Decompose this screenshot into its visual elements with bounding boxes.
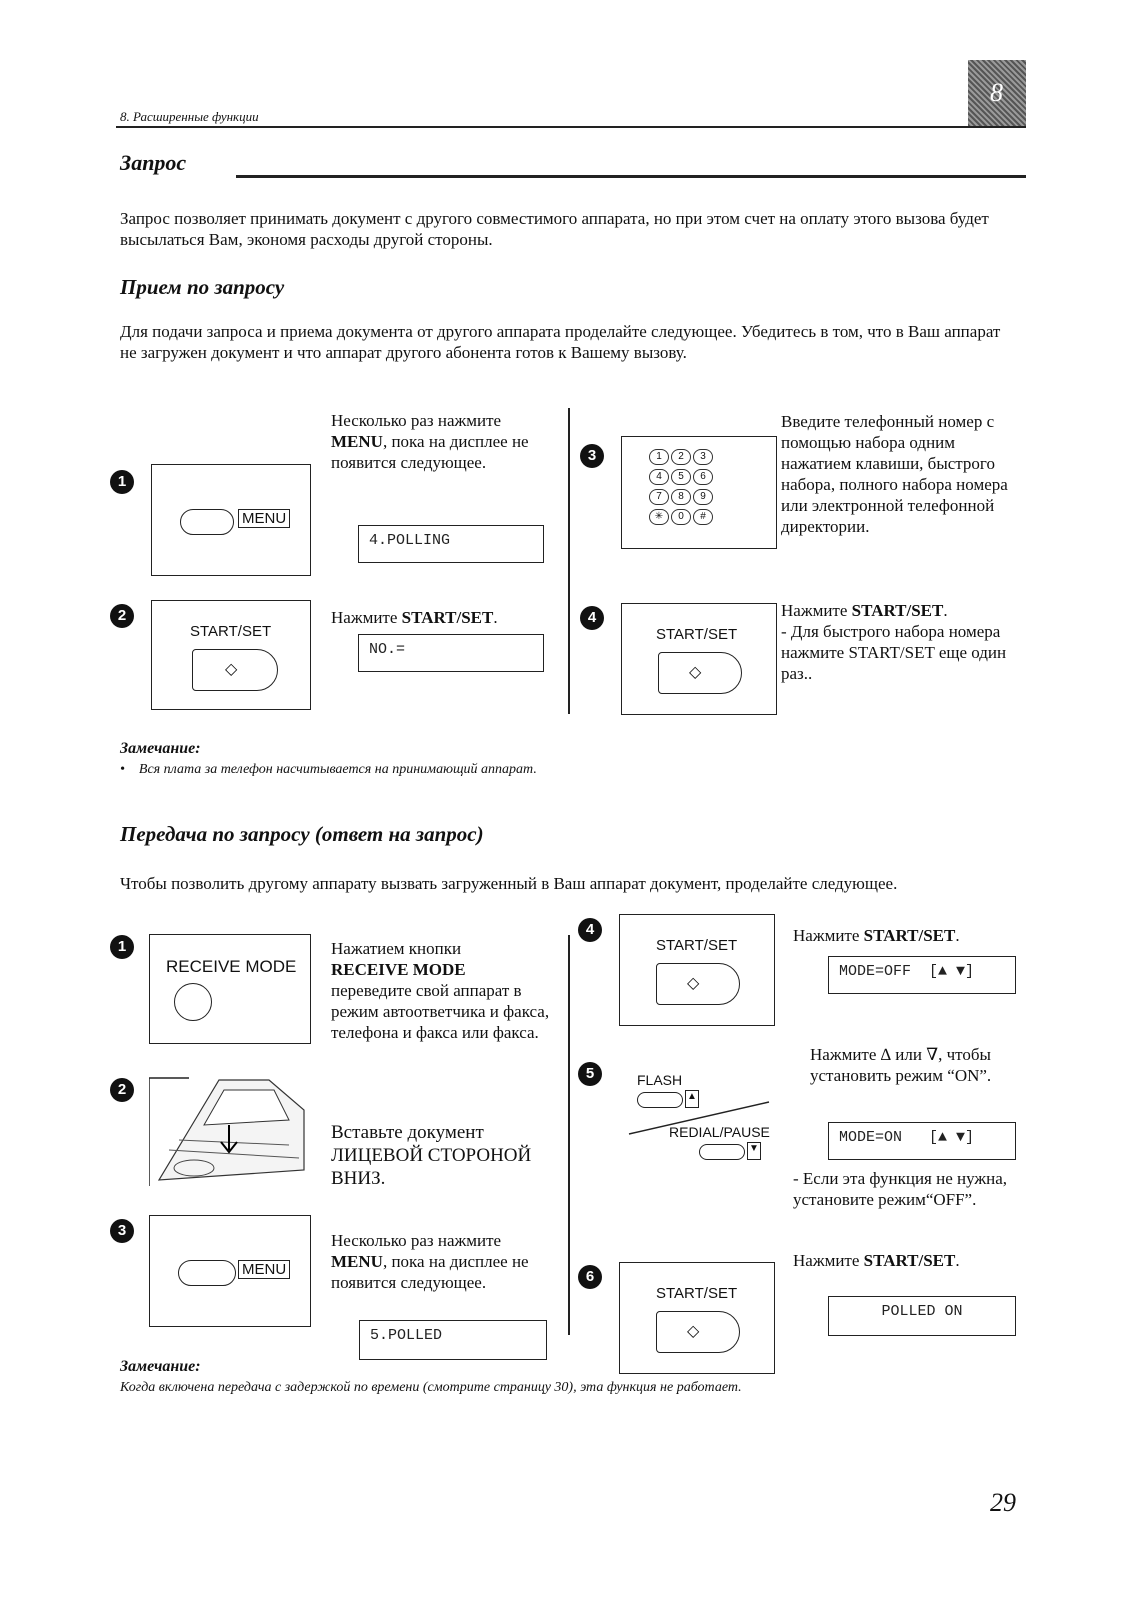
keypad bbox=[648, 445, 748, 525]
intro-paragraph: Запрос позволяет принимать документ с другого совместимого аппарата, но при этом счет на оплату этого вызова будет высылаться Вам, экономя расходы другой стороны. bbox=[120, 209, 989, 249]
up-arrow-icon: ▲ bbox=[685, 1090, 699, 1108]
menu-key-illustration bbox=[149, 1215, 311, 1327]
send-step2-text: Вставьте документ ЛИЦЕВОЙ СТОРОНОЙ ВНИЗ. bbox=[331, 1122, 532, 1189]
key-star: ✳ bbox=[649, 509, 669, 525]
lcd-display: POLLED ON bbox=[828, 1296, 1016, 1336]
menu-key-illustration bbox=[151, 464, 311, 576]
step-number: 1 bbox=[110, 470, 134, 494]
chapter-tab-number: 8 bbox=[990, 78, 1003, 107]
start-set-key-illustration bbox=[619, 914, 775, 1026]
key-3: 3 bbox=[693, 449, 713, 465]
round-button-icon bbox=[174, 983, 212, 1021]
key-4: 4 bbox=[649, 469, 669, 485]
lcd-display: 4.POLLING bbox=[358, 525, 544, 563]
key-5: 5 bbox=[671, 469, 691, 485]
note-text: • Вся плата за телефон насчитывается на принимающий аппарат. bbox=[120, 762, 537, 777]
send-step6-text: Нажмите START/SET. bbox=[793, 1251, 960, 1270]
step-number: 3 bbox=[110, 1219, 134, 1243]
send-step4-text: Нажмите START/SET. bbox=[793, 926, 960, 945]
page-title: Запрос bbox=[120, 150, 187, 175]
receive-intro: Для подачи запроса и приема документа от другого аппарата проделайте следующее. Убедитесь в том, что в Ваш аппарат не загружен документ и что аппарат другого абонента готов к Вашему вызову. bbox=[120, 322, 1001, 362]
send-intro: Чтобы позволить другому аппарату вызвать загруженный в Ваш аппарат документ, проделайте следующее. bbox=[120, 874, 898, 893]
step-number: 3 bbox=[580, 444, 604, 468]
step-number: 5 bbox=[578, 1062, 602, 1086]
send-step1-text: Нажатием кнопки RECEIVE MODE переведите свой аппарат в режим автоответчика и факса, телефона и факса или факса. bbox=[331, 939, 550, 1042]
step-number: 6 bbox=[578, 1265, 602, 1289]
start-set-label: START/SET bbox=[656, 937, 738, 954]
key-hash: # bbox=[693, 509, 713, 525]
step-number: 1 bbox=[110, 935, 134, 959]
start-set-label: START/SET bbox=[656, 1285, 738, 1302]
down-arrow-icon: ▼ bbox=[747, 1142, 761, 1160]
step-number: 2 bbox=[110, 1078, 134, 1102]
step-number: 2 bbox=[110, 604, 134, 628]
key-1: 1 bbox=[649, 449, 669, 465]
note-text: Когда включена передача с задержкой по времени (смотрите страницу 30), эта функция не работает. bbox=[120, 1380, 742, 1395]
start-set-key-illustration bbox=[619, 1262, 775, 1374]
send-section-title: Передача по запросу (ответ на запрос) bbox=[120, 822, 484, 846]
fax-document-icon bbox=[149, 1070, 311, 1186]
key-8: 8 bbox=[671, 489, 691, 505]
section-label: 8. Расширенные функции bbox=[120, 109, 259, 124]
start-button-icon: ◇ bbox=[656, 963, 740, 1005]
note-title: Замечание: bbox=[120, 740, 201, 757]
menu-key-label: MENU bbox=[238, 509, 290, 528]
step-number: 4 bbox=[578, 918, 602, 942]
lcd-display: NO.= bbox=[358, 634, 544, 672]
title-rule bbox=[236, 175, 1026, 178]
keypad-illustration bbox=[621, 436, 777, 549]
redial-pause-label: REDIAL/PAUSE bbox=[669, 1124, 770, 1140]
lcd-display: MODE=OFF [▲ ▼] bbox=[828, 956, 1016, 994]
fax-machine-illustration bbox=[149, 1070, 311, 1186]
oval-button-icon bbox=[180, 509, 234, 535]
column-divider bbox=[568, 408, 570, 714]
page-number: 29 bbox=[990, 1488, 1016, 1517]
send-step5-note: - Если эта функция не нужна, установите режим“OFF”. bbox=[793, 1169, 1008, 1209]
oval-button-icon bbox=[178, 1260, 236, 1286]
receive-step1-text: Несколько раз нажмите MENU, пока на дисплее не появится следующее. bbox=[331, 411, 529, 472]
key-0: 0 bbox=[671, 509, 691, 525]
menu-key-label: MENU bbox=[238, 1260, 290, 1279]
lcd-display: 5.POLLED bbox=[359, 1320, 547, 1360]
start-set-label: START/SET bbox=[656, 626, 738, 643]
start-set-label: START/SET bbox=[190, 623, 272, 640]
header-rule bbox=[116, 126, 1026, 128]
note-title: Замечание: bbox=[120, 1358, 201, 1375]
receive-step4-text: Нажмите START/SET. - Для быстрого набора номера нажмите START/SET еще один раз.. bbox=[781, 601, 1007, 683]
column-divider bbox=[568, 935, 570, 1335]
receive-mode-label: RECEIVE MODE bbox=[166, 957, 297, 976]
key-6: 6 bbox=[693, 469, 713, 485]
send-step5-text: Нажмите ∆ или ∇, чтобы установить режим “ON”. bbox=[810, 1045, 992, 1085]
flash-redial-keys-illustration bbox=[619, 1058, 777, 1170]
receive-step3-text: Введите телефонный номер с помощью набора одним нажатием клавиши, быстрого набора, полного набора номера или электронной телефонной директории. bbox=[781, 412, 1008, 536]
start-button-icon: ◇ bbox=[658, 652, 742, 694]
start-set-key-illustration bbox=[621, 603, 777, 715]
key-9: 9 bbox=[693, 489, 713, 505]
key-7: 7 bbox=[649, 489, 669, 505]
redial-button-icon bbox=[699, 1144, 745, 1160]
send-step3-text: Несколько раз нажмите MENU, пока на дисплее не появится следующее. bbox=[331, 1231, 529, 1292]
flash-label: FLASH bbox=[637, 1072, 683, 1088]
start-button-icon: ◇ bbox=[656, 1311, 740, 1353]
receive-step2-text: Нажмите START/SET. bbox=[331, 608, 498, 627]
key-2: 2 bbox=[671, 449, 691, 465]
step-number: 4 bbox=[580, 606, 604, 630]
receive-mode-key-illustration bbox=[149, 934, 311, 1044]
start-set-key-illustration bbox=[151, 600, 311, 710]
start-button-icon: ◇ bbox=[192, 649, 278, 691]
receive-section-title: Прием по запросу bbox=[120, 275, 285, 299]
chapter-tab bbox=[968, 60, 1026, 126]
lcd-display: MODE=ON [▲ ▼] bbox=[828, 1122, 1016, 1160]
